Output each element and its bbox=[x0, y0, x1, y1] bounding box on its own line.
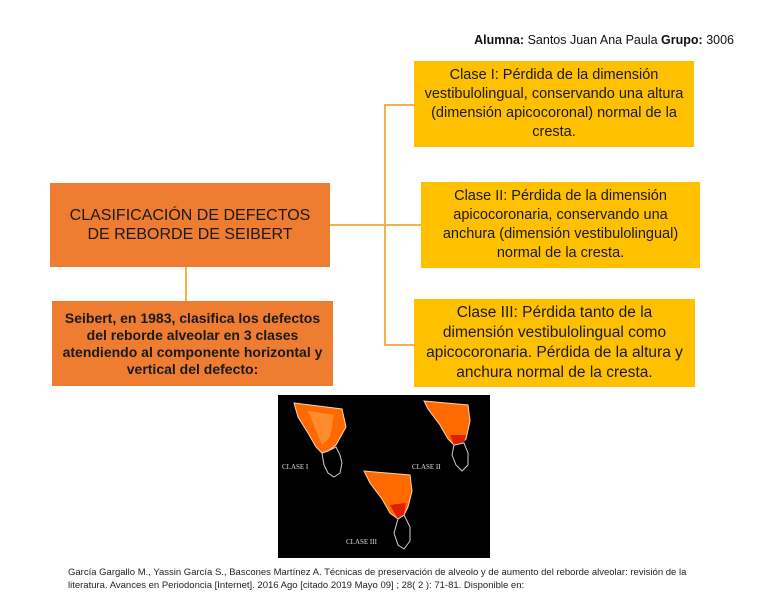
connector-title-to-description bbox=[185, 267, 187, 301]
reference-citation: García Gargallo M., Yassin García S., Bascones Martínez A. Técnicas de preservación de alveolo y de aumento del reborde alveolar: revisión de la literatura. Avances en Periodoncia [Internet]. 2016 Ago [citado 2019 Mayo 09] ; 28( 2 ): 71-81. Disponible en: bbox=[68, 567, 687, 591]
connector-branch-class3 bbox=[384, 344, 414, 346]
connector-branch-class1 bbox=[384, 104, 414, 106]
class-3-box bbox=[414, 299, 695, 387]
student-name: Santos Juan Ana Paula bbox=[527, 33, 658, 47]
class-2-figure-label: CLASE II bbox=[412, 463, 441, 471]
description-box bbox=[52, 301, 333, 386]
class-2-text: Clase II: Pérdida de la dimensión apicocoronaria, conservando una anchura (dimensión vestibulolingual) normal de la cresta. bbox=[442, 188, 679, 261]
main-title: CLASIFICACIÓN DE DEFECTOS DE REBORDE DE SEIBERT bbox=[69, 207, 311, 243]
header-student-info bbox=[474, 33, 734, 47]
main-title-box bbox=[50, 183, 330, 267]
seibert-classes-figure bbox=[278, 395, 490, 558]
connector-branch-class2 bbox=[384, 224, 421, 226]
group-value: 3006 bbox=[706, 33, 734, 47]
class-1-box bbox=[414, 61, 694, 147]
connector-title-to-branch bbox=[330, 224, 385, 226]
student-label: Alumna: bbox=[474, 33, 525, 47]
class-2-illustration bbox=[424, 401, 470, 471]
description-text: Seibert, en 1983, clasifica los defectos del reborde alveolar en 3 clases atendiendo al componente horizontal y vertical del defecto: bbox=[62, 309, 323, 377]
ridge-illustrations bbox=[278, 395, 490, 558]
group-label: Grupo: bbox=[661, 33, 703, 47]
class-3-figure-label: CLASE III bbox=[346, 538, 377, 546]
class-2-box bbox=[421, 182, 700, 268]
class-1-figure-label: CLASE I bbox=[282, 463, 309, 471]
class-3-text: Clase III: Pérdida tanto de la dimensión vestibulolingual como apicocoronaria. Pérdida de la altura y anchura normal de la cresta. bbox=[426, 304, 683, 381]
class-1-text: Clase I: Pérdida de la dimensión vestibulolingual, conservando una altura (dimensión apicocoronal) normal de la cresta. bbox=[424, 67, 684, 140]
